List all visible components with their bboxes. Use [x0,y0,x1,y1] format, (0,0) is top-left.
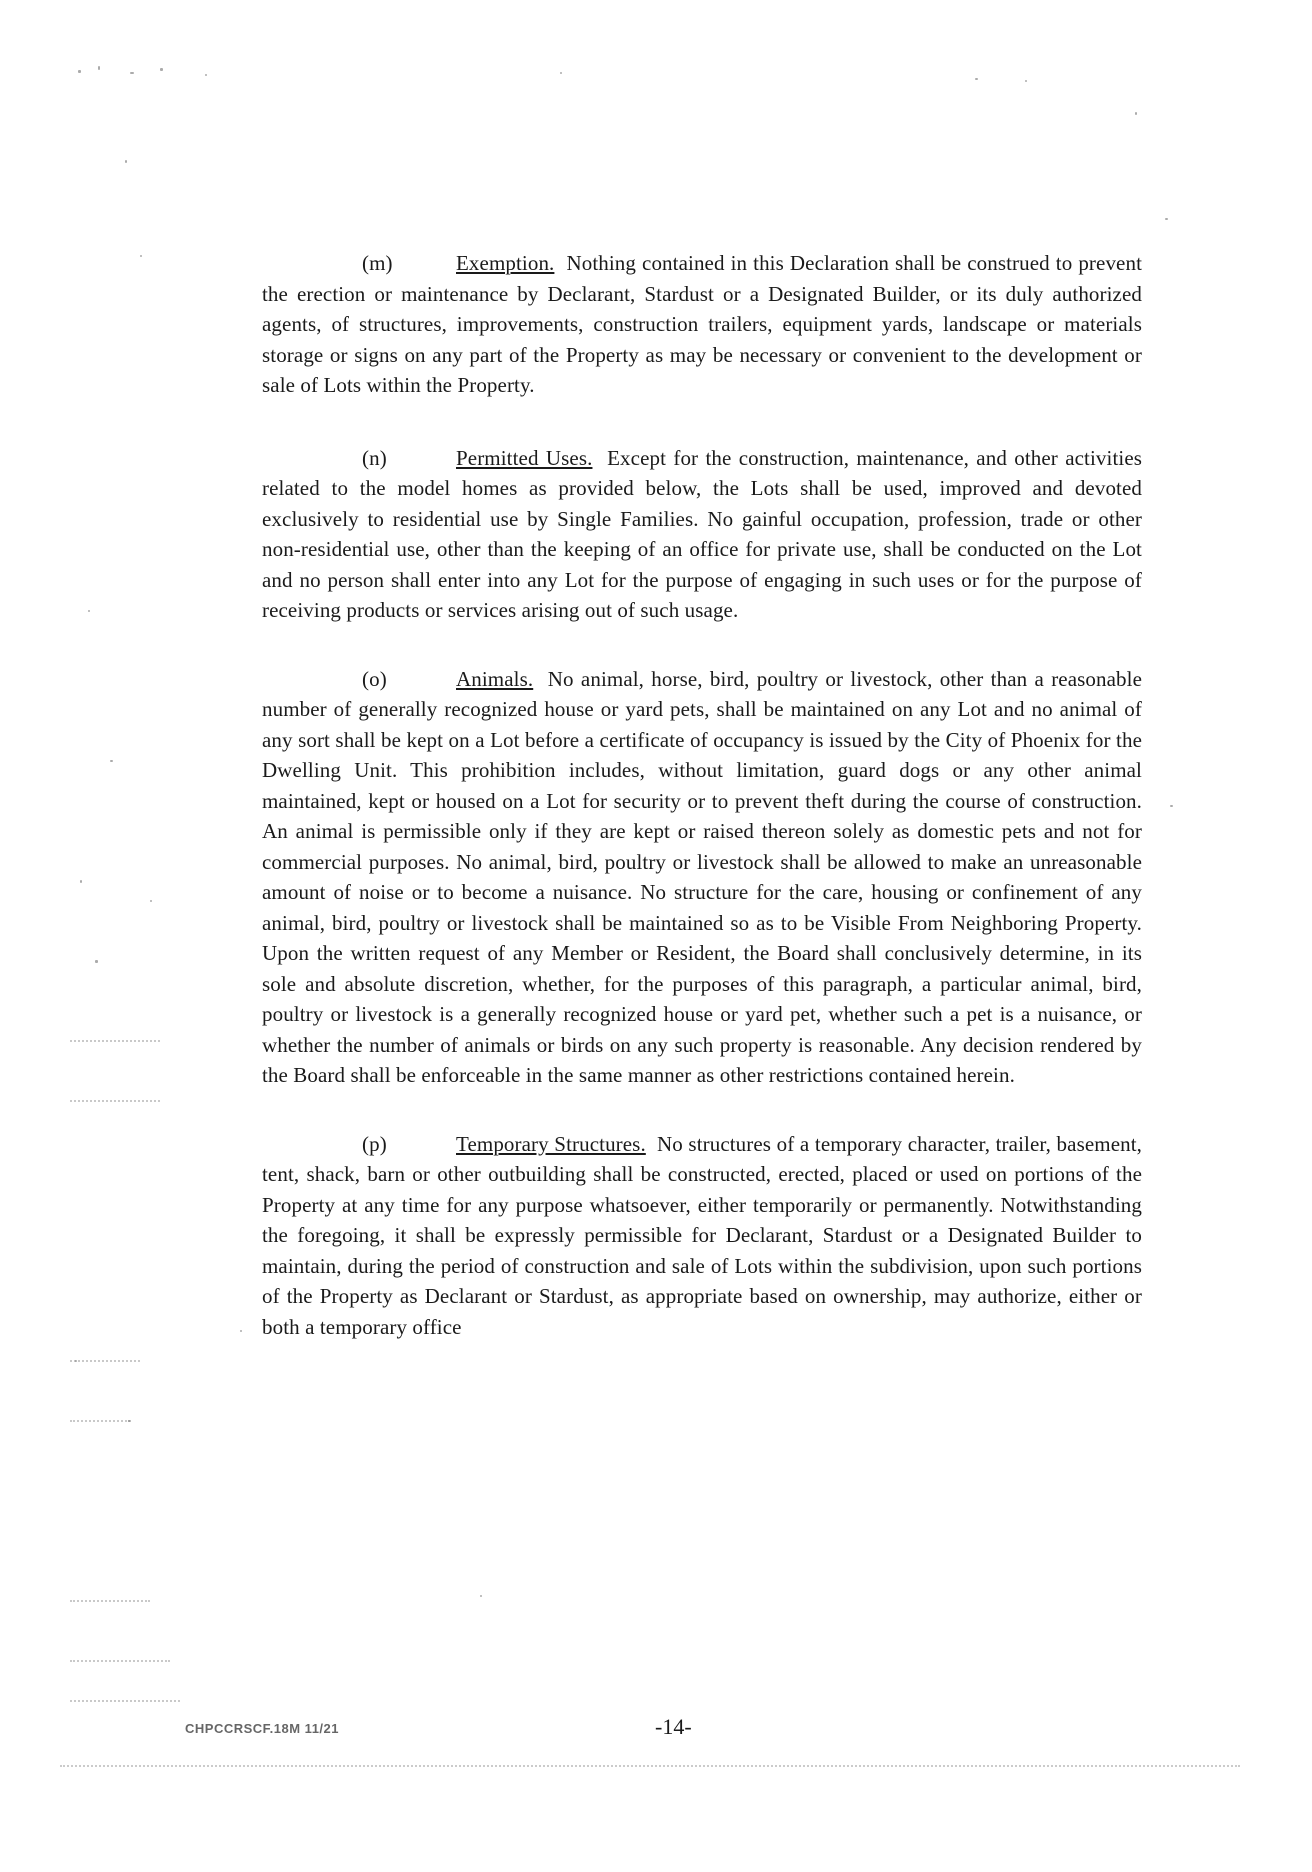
section-animals [262,664,1142,1091]
scan-noise-line [70,1600,150,1602]
section-body: No structures of a temporary character, trailer, basement, tent, shack, barn or other outbuilding shall be constructed, erected, placed or used on portions of the Property at any time for any purpose whatsoever, either temporarily or permanently. Notwithstanding the foregoing, it shall be expressly permissible for Declarant, Stardust or a Designated Builder to maintain, during the period of construction and sale of Lots within the subdivision, upon such portions of the Property as Declarant or Stardust, as appropriate based on ownership, may authorize, either or both a temporary office [262,1131,1142,1339]
footer-document-code: CHPCCRSCF.18M 11/21 [185,1721,339,1736]
section-heading: Temporary Structures. [456,1131,646,1156]
scan-noise-bottom [60,1765,1240,1771]
section-heading: Exemption. [456,251,555,275]
section-letter: (o) [362,666,387,691]
scan-noise-line [70,1660,170,1662]
section-heading: Animals. [456,666,534,691]
section-heading: Permitted Uses. [456,445,593,470]
section-exemption [262,248,1142,401]
section-body: No animal, horse, bird, poultry or livestock, other than a reasonable number of generally recognized house or yard pets, shall be maintained on any Lot and no animal of any sort shall be kept on a Lot before a certificate of occupancy is issued by the City of Phoenix for the Dwelling Unit. This prohibition includes, without limitation, guard dogs or any other animal maintained, kept or housed on a Lot for security or to prevent theft during the course of construction. An animal is permissible only if they are kept or raised thereon solely as domestic pets and not for commercial purposes. No animal, bird, poultry or livestock shall be allowed to make an unreasonable amount of noise or to become a nuisance. No structure for the care, housing or confinement of any animal, bird, poultry or livestock shall be maintained so as to be Visible From Neighboring Property. Upon the written request of any Member or Resident, the Board shall conclusively determine, in its sole and absolute discretion, whether, for the purposes of this paragraph, a particular animal, bird, poultry or livestock is a generally recognized house or yard pet, whether such a pet is a nuisance, or whether the number of animals or birds on any such property is reasonable. Any decision rendered by the Board shall be enforceable in the same manner as other restrictions contained herein. [262,666,1142,1087]
section-letter: (m) [362,251,393,275]
scan-noise-line [70,1420,130,1422]
document-body [262,248,1142,1382]
scan-noise-line [70,1040,160,1042]
section-letter: (p) [362,1131,387,1156]
section-letter: (n) [362,445,387,470]
scan-noise-line [70,1100,160,1102]
section-permitted-uses [262,443,1142,626]
section-body: Except for the construction, maintenance, and other activities related to the model homes as provided below, the Lots shall be used, improved and devoted exclusively to residential use by Single Families. No gainful occupation, profession, trade or other non-residential use, other than the keeping of an office for private use, shall be conducted on the Lot and no person shall enter into any Lot for the purpose of engaging in such uses or for the purpose of receiving products or services arising out of such usage. [262,445,1143,622]
scan-noise-line [70,1360,140,1362]
section-body: Nothing contained in this Declaration shall be construed to prevent the erection or maintenance by Declarant, Stardust or a Designated Builder, or its duly authorized agents, of structures, improvements, construction trailers, equipment yards, landscape or materials storage or signs on any part of the Property as may be necessary or convenient to the development or sale of Lots within the Property. [262,251,1143,397]
scan-noise-line [70,1700,180,1702]
section-temporary-structures [262,1129,1142,1343]
page-number: -14- [655,1714,692,1739]
